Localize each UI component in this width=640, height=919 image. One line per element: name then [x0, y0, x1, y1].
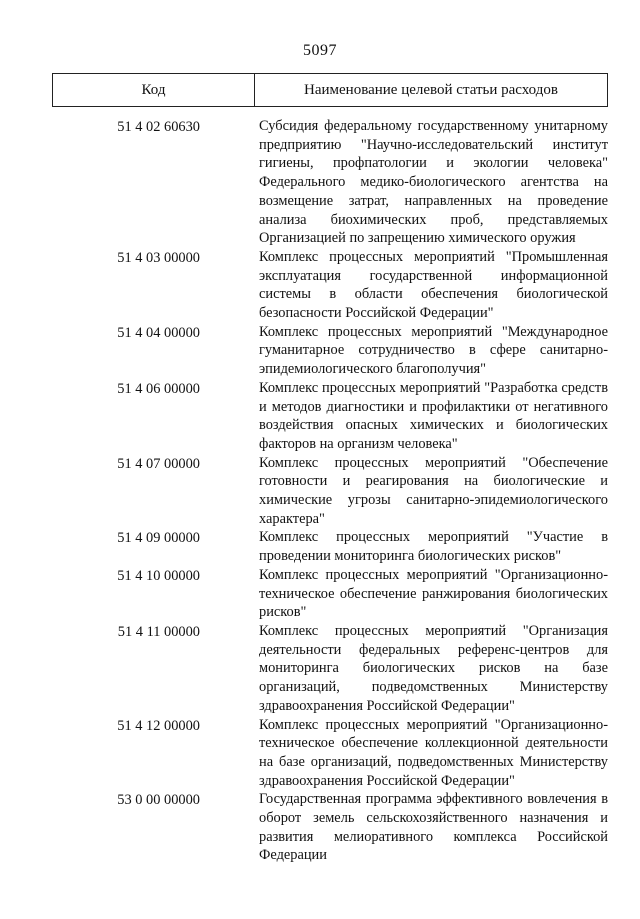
row-description: Комплекс процессных мероприятий "Обеспечение готовности и реагирования на биологические и химические угрозы санитарно-эпидемиологического характера" [259, 454, 608, 527]
row-description: Комплекс процессных мероприятий "Разработка средств и методов диагностики и профилактики от негативного воздействия опасных химических и биологических факторов на организм человека" [259, 379, 608, 452]
row-description: Комплекс процессных мероприятий "Организационно-техническое обеспечение ранжирования биологических рисков" [259, 566, 608, 621]
row-description: Субсидия федеральному государственному унитарному предприятию "Научно-исследовательский институт гигиены, профпатологии и экологии человека" Федерального медико-биологического агентства на возмещение затрат, направленных на проведение анализа биохимических проб, представляемых Организацией по запрещению химического оружия [259, 118, 608, 247]
row-description: Комплекс процессных мероприятий "Промышленная эксплуатация государственной информационной системы в области обеспечения биологической безопасности Российской Федерации" [259, 248, 608, 322]
row-code: 51 4 03 00000 [117, 249, 200, 266]
row-description: Комплекс процессных мероприятий "Организация деятельности федеральных референс-центров для мониторинга биологических рисков на базе организаций, подведомственных Министерству здравоохранения Российской Федерации" [259, 622, 608, 714]
row-code: 51 4 04 00000 [117, 324, 200, 341]
row-description: Государственная программа эффективного вовлечения в оборот земель сельскохозяйственного назначения и развития мелиоративного комплекса Российской Федерации [259, 791, 608, 864]
row-code: 51 4 11 00000 [117, 623, 200, 640]
table-row [52, 117, 608, 248]
row-description: Комплекс процессных мероприятий "Участие в проведении мониторинга биологических рисков" [259, 529, 608, 565]
table-row [52, 248, 608, 323]
table-row [52, 454, 608, 529]
header-name: Наименование целевой статьи расходов [304, 81, 558, 98]
table-header [52, 73, 608, 107]
table-body [52, 117, 608, 865]
row-code: 51 4 10 00000 [117, 567, 200, 584]
table-row [52, 528, 608, 565]
table-row [52, 323, 608, 379]
header-code: Код [53, 74, 255, 106]
page-number: 5097 [303, 42, 337, 59]
table-row [52, 379, 608, 454]
row-code: 51 4 07 00000 [117, 455, 200, 472]
table-row [52, 566, 608, 622]
table-row [52, 622, 608, 716]
row-code: 51 4 12 00000 [117, 717, 200, 734]
row-code: 53 0 00 00000 [117, 792, 200, 809]
row-code: 51 4 09 00000 [117, 530, 200, 547]
row-description: Комплекс процессных мероприятий "Организационно-техническое обеспечение коллекционной деятельности на базе организаций, подведомственных Министерству здравоохранения Российской Федерации" [259, 716, 608, 789]
table-row [52, 790, 608, 865]
row-code: 51 4 02 60630 [117, 119, 200, 135]
row-description: Комплекс процессных мероприятий "Международное гуманитарное сотрудничество в сфере санитарно-эпидемиологического благополучия" [259, 323, 608, 378]
row-code: 51 4 06 00000 [117, 380, 200, 397]
table-row [52, 716, 608, 791]
